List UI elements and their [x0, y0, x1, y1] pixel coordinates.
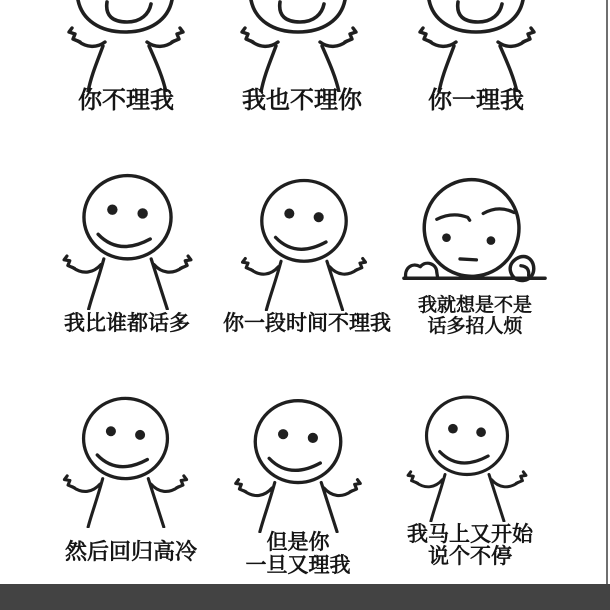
- caption-line: 我比谁都话多: [64, 311, 190, 335]
- caption-line: 话多招人烦: [427, 315, 523, 337]
- panel-caption: [350, 523, 590, 567]
- thinking-figure-icon: [402, 170, 547, 286]
- caption-line: 我就想是不是: [417, 294, 532, 316]
- window-edge-line: [606, 0, 608, 584]
- caption-line: 你一理我: [428, 86, 524, 114]
- shrug-figure-icon: [48, 391, 203, 528]
- shrug-figure-icon: [392, 390, 542, 522]
- caption-line: 你一段时间不理我: [223, 311, 391, 335]
- caption-line: 我马上又开始: [407, 522, 533, 546]
- shrug-figure-icon: [226, 173, 382, 311]
- caption-line: 我也不理你: [242, 86, 362, 114]
- shrug-figure-icon: [219, 393, 377, 533]
- caption-line: 一旦又理我: [245, 553, 351, 577]
- caption-line: 你不理我: [78, 86, 174, 114]
- caption-line: 但是你: [266, 530, 330, 554]
- shrug-figure-cropped-icon: [45, 0, 205, 92]
- shrug-figure-cropped-icon: [218, 0, 378, 92]
- letterbox-bar: [0, 584, 610, 610]
- caption-line: 然后回归高冷: [64, 540, 197, 565]
- shrug-figure-cropped-icon: [396, 0, 556, 92]
- shrug-figure-icon: [47, 168, 208, 310]
- panel-caption: [355, 295, 595, 337]
- caption-line: 说个不停: [428, 544, 512, 568]
- panel-caption: [356, 86, 596, 114]
